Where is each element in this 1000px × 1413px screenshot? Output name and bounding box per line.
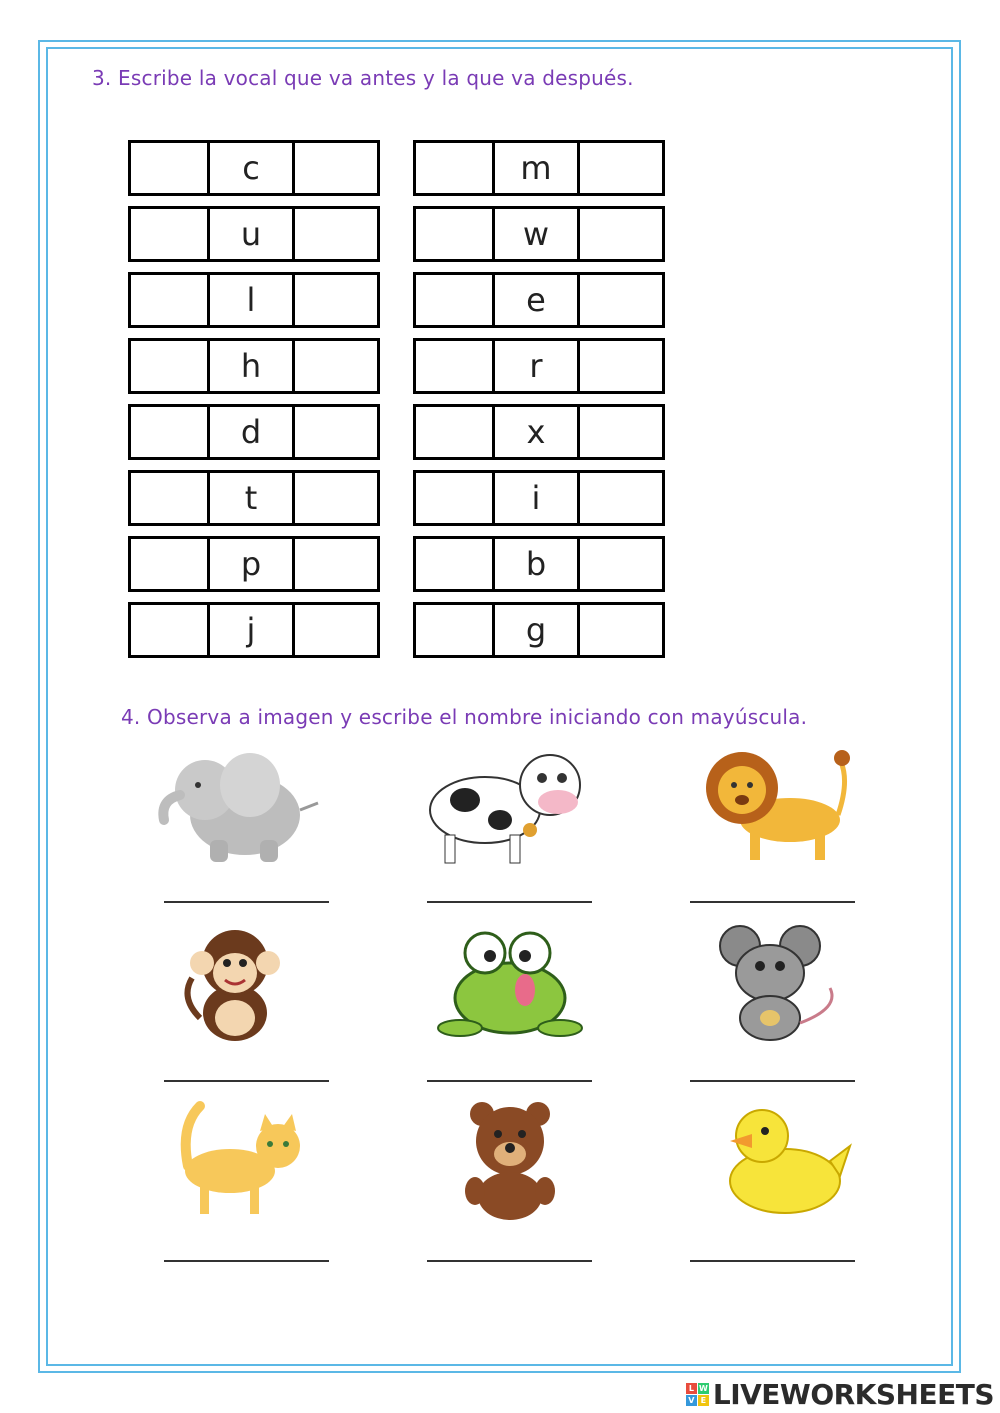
after-vowel-box[interactable] [292, 602, 380, 658]
letter: b [525, 545, 547, 583]
before-vowel-box[interactable] [128, 206, 210, 262]
letter: t [244, 479, 258, 517]
after-vowel-box[interactable] [292, 338, 380, 394]
letter-box [207, 140, 295, 196]
before-vowel-box[interactable] [128, 272, 210, 328]
letter-row [413, 536, 665, 592]
mouse-icon [690, 918, 870, 1048]
after-vowel-box[interactable] [292, 404, 380, 460]
before-vowel-box[interactable] [128, 536, 210, 592]
letter: m [520, 149, 552, 187]
letter-box [207, 404, 295, 460]
exercise-4-heading: 4. Observa a imagen y escribe el nombre iniciando con mayúscula. [121, 705, 808, 729]
after-vowel-box[interactable] [577, 206, 665, 262]
after-vowel-box[interactable] [292, 272, 380, 328]
letter: d [240, 413, 262, 451]
frog-icon [420, 918, 600, 1048]
elephant-icon [150, 742, 330, 872]
letter: c [242, 149, 260, 187]
answer-line[interactable] [427, 901, 592, 903]
before-vowel-box[interactable] [128, 470, 210, 526]
answer-line[interactable] [427, 1080, 592, 1082]
answer-line[interactable] [164, 1080, 329, 1082]
logo-tile: L [686, 1383, 697, 1394]
answer-line[interactable] [427, 1260, 592, 1262]
before-vowel-box[interactable] [128, 602, 210, 658]
logo-tile: E [698, 1395, 709, 1406]
before-vowel-box[interactable] [413, 404, 495, 460]
before-vowel-box[interactable] [413, 536, 495, 592]
letter-box [207, 536, 295, 592]
logo-tile: W [698, 1383, 708, 1393]
letter: g [525, 611, 547, 649]
before-vowel-box[interactable] [128, 338, 210, 394]
letter: h [240, 347, 262, 385]
letter: j [246, 611, 256, 649]
after-vowel-box[interactable] [577, 140, 665, 196]
answer-line[interactable] [164, 901, 329, 903]
letter-row [413, 404, 665, 460]
before-vowel-box[interactable] [413, 272, 495, 328]
logo-mark-icon [686, 1383, 709, 1406]
logo-text: LIVEWORKSHEETS [712, 1377, 994, 1411]
letter-box [492, 536, 580, 592]
letter-row [128, 602, 380, 658]
letter-box [207, 470, 295, 526]
letter: x [526, 413, 546, 451]
monkey-icon [150, 918, 330, 1048]
logo-tile: V [686, 1395, 697, 1406]
before-vowel-box[interactable] [413, 206, 495, 262]
answer-line[interactable] [164, 1260, 329, 1262]
after-vowel-box[interactable] [577, 404, 665, 460]
letter-row [413, 140, 665, 196]
letter-row [128, 140, 380, 196]
letter-row [128, 536, 380, 592]
letter-box [492, 338, 580, 394]
letter-box [492, 404, 580, 460]
before-vowel-box[interactable] [413, 602, 495, 658]
letter-box [492, 272, 580, 328]
answer-line[interactable] [690, 1080, 855, 1082]
after-vowel-box[interactable] [292, 470, 380, 526]
letter-box [207, 602, 295, 658]
exercise-3-heading: 3. Escribe la vocal que va antes y la que va después. [92, 66, 634, 90]
letter-row [413, 272, 665, 328]
bear-icon [420, 1096, 600, 1226]
before-vowel-box[interactable] [413, 140, 495, 196]
after-vowel-box[interactable] [577, 272, 665, 328]
liveworksheets-logo[interactable] [686, 1378, 994, 1410]
letter-row [413, 470, 665, 526]
letter: l [246, 281, 256, 319]
letter-row [413, 602, 665, 658]
after-vowel-box[interactable] [292, 206, 380, 262]
letter: p [240, 545, 262, 583]
letter: e [526, 281, 546, 319]
before-vowel-box[interactable] [128, 404, 210, 460]
letter: u [240, 215, 262, 253]
letter-box [492, 602, 580, 658]
cow-icon [420, 740, 600, 870]
after-vowel-box[interactable] [577, 470, 665, 526]
letter: r [529, 347, 543, 385]
letter-row [128, 206, 380, 262]
after-vowel-box[interactable] [292, 140, 380, 196]
letter-box [492, 140, 580, 196]
letter-row [128, 272, 380, 328]
after-vowel-box[interactable] [577, 536, 665, 592]
lion-icon [690, 740, 870, 870]
after-vowel-box[interactable] [292, 536, 380, 592]
cat-icon [150, 1096, 330, 1226]
answer-line[interactable] [690, 1260, 855, 1262]
letter-row [128, 470, 380, 526]
answer-line[interactable] [690, 901, 855, 903]
letter-box [207, 338, 295, 394]
before-vowel-box[interactable] [413, 338, 495, 394]
before-vowel-box[interactable] [128, 140, 210, 196]
before-vowel-box[interactable] [413, 470, 495, 526]
letter-row [128, 404, 380, 460]
letter-box [207, 206, 295, 262]
letter-box [207, 272, 295, 328]
duck-icon [690, 1096, 870, 1226]
letter-row [413, 338, 665, 394]
letter-row [128, 338, 380, 394]
letter: w [522, 215, 550, 253]
letter-box [492, 470, 580, 526]
letter-box [492, 206, 580, 262]
letter-row [413, 206, 665, 262]
letter: i [531, 479, 541, 517]
after-vowel-box[interactable] [577, 338, 665, 394]
after-vowel-box[interactable] [577, 602, 665, 658]
